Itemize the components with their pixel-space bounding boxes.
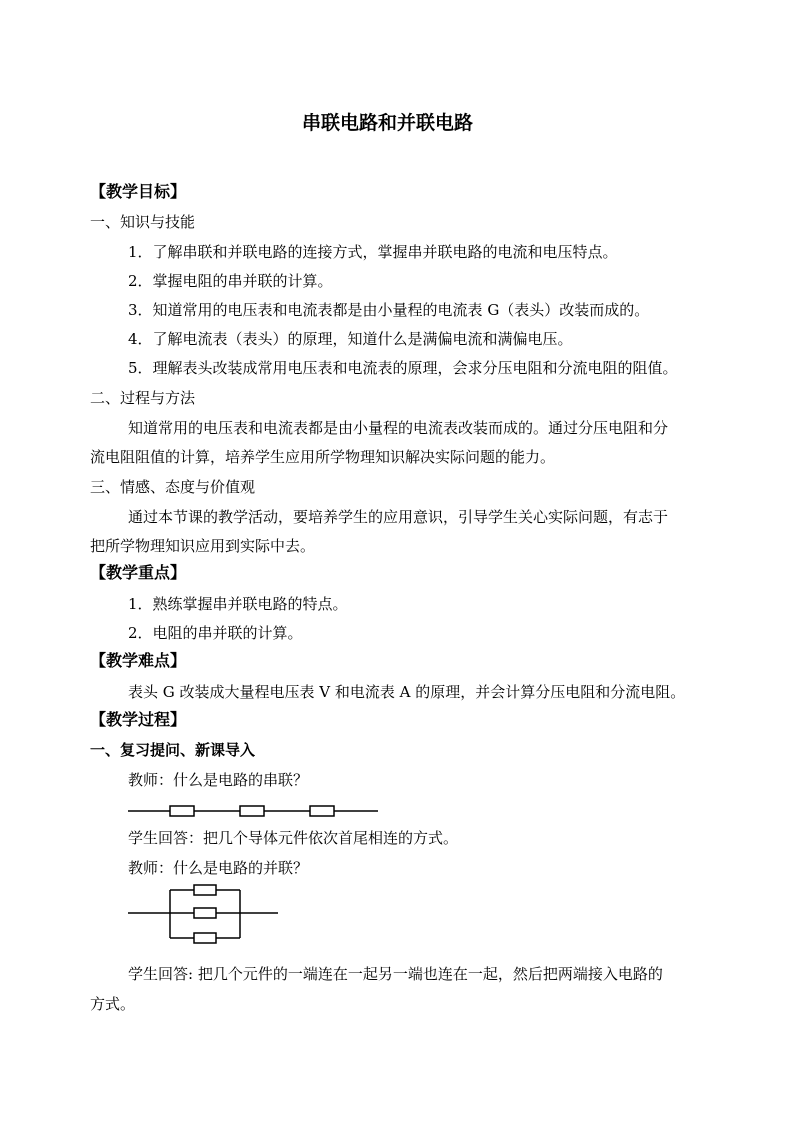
key-point-item-2: 2．电阻的串并联的计算。 [128, 624, 303, 642]
knowledge-skills-heading: 一、知识与技能 [90, 213, 196, 231]
student-answer-parallel-line-1: 学生回答: 把几个元件的一端连在一起另一端也连在一起，然后把两端接入电路的 [128, 965, 663, 983]
emotion-values-line-2: 把所学物理知识应用到实际中去。 [90, 537, 316, 555]
teacher-question-parallel: 教师：什么是电路的并联？ [128, 859, 309, 877]
emotion-values-line-1: 通过本节课的教学活动，要培养学生的应用意识，引导学生关心实际问题，有志于 [128, 508, 669, 526]
objective-item-2: 2．掌握电阻的串并联的计算。 [128, 272, 333, 290]
series-circuit-diagram [128, 806, 378, 816]
parallel-circuit-diagram [128, 885, 278, 943]
teacher-question-series: 教师：什么是电路的串联？ [128, 771, 309, 789]
objective-item-5: 5．理解表头改装成常用电压表和电流表的原理，会求分压电阻和分流电阻的阻值。 [128, 359, 678, 377]
objective-item-4: 4．了解电流表（表头）的原理，知道什么是满偏电流和满偏电压。 [128, 330, 573, 348]
emotion-values-heading: 三、情感、态度与价值观 [90, 478, 256, 496]
difficulties-heading: 【教学难点】 [90, 651, 187, 670]
student-answer-series: 学生回答：把几个导体元件依次首尾相连的方式。 [128, 829, 459, 847]
page-title: 串联电路和并联电路 [302, 112, 474, 134]
process-method-line-2: 流电阻阻值的计算，培养学生应用所学物理知识解决实际问题的能力。 [90, 448, 556, 466]
process-method-heading: 二、过程与方法 [90, 389, 196, 407]
objectives-heading: 【教学目标】 [90, 182, 187, 201]
key-point-item-1: 1．熟练掌握串并联电路的特点。 [128, 595, 348, 613]
objective-item-1: 1．了解串联和并联电路的连接方式，掌握串并联电路的电流和电压特点。 [128, 243, 618, 261]
objective-item-3: 3．知道常用的电压表和电流表都是由小量程的电流表 G（表头）改装而成的。 [128, 301, 650, 319]
difficulties-text: 表头 G 改装成大量程电压表 V 和电流表 A 的原理，并会计算分压电阻和分流电阻。 [128, 683, 686, 701]
key-points-heading: 【教学重点】 [90, 563, 187, 582]
process-method-line-1: 知道常用的电压表和电流表都是由小量程的电流表改装而成的。通过分压电阻和分 [128, 419, 669, 437]
process-heading: 【教学过程】 [90, 710, 187, 729]
review-intro-heading: 一、复习提问、新课导入 [90, 741, 256, 759]
student-answer-parallel-line-2: 方式。 [90, 995, 136, 1013]
